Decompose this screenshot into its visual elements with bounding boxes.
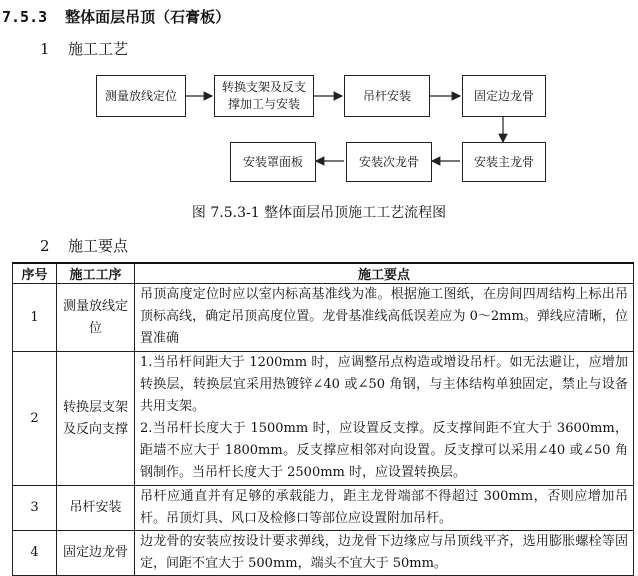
flow-step-7: 安装罩面板 bbox=[230, 142, 316, 182]
row-no: 3 bbox=[13, 486, 57, 531]
flow-step-2: 转换支架及反支撑加工与安装 bbox=[214, 75, 314, 117]
header-step: 施工工序 bbox=[57, 263, 135, 284]
row-text-para: 2.当吊杆长度大于 1500mm 时，应设置反支撑。反支撑间距不宜大于 3600mm，距墙不应大于 1800mm。反支撑应相邻对向设置。反支撑可以采用∠40 或∠50 角钢制作。当吊杆长度大于 2500mm 时，应设置转换层。 bbox=[140, 421, 628, 480]
row-no: 2 bbox=[13, 352, 57, 486]
flow-step-1: 测量放线定位 bbox=[96, 75, 186, 117]
flow-step-6: 安装次龙骨 bbox=[346, 142, 432, 182]
row-no: 4 bbox=[13, 531, 57, 576]
flow-step-5: 安装主龙骨 bbox=[462, 142, 546, 182]
table-row bbox=[13, 531, 634, 576]
row-text-para: 1.当吊杆间距大于 1200mm 时，应调整吊点构造或增设吊杆。如无法避让，应增加转换层，转换层宜采用热镀锌∠40 或∠50 角钢，与主体结构单独固定，禁止与设备共用支架。 bbox=[140, 355, 628, 414]
section-title: 整体面层吊顶（石膏板） bbox=[65, 8, 231, 26]
flow-step-4: 固定边龙骨 bbox=[462, 75, 546, 117]
process-title: 施工工艺 bbox=[68, 40, 129, 58]
row-text-para: 吊顶高度定位时应以室内标高基准线为准。根据施工图纸，在房间四周结构上标出吊顶标高线，确定吊顶高度位置。龙骨基准线高低误差应为 0～2mm。弹线应清晰，位置准确 bbox=[140, 287, 628, 346]
table-row bbox=[13, 284, 634, 352]
row-step: 吊杆安装 bbox=[57, 486, 135, 531]
row-no: 1 bbox=[13, 284, 57, 352]
row-text bbox=[135, 352, 634, 486]
figure-caption: 图 7.5.3-1 整体面层吊顶施工工艺流程图 bbox=[191, 205, 447, 221]
section-number: 7.5.3 bbox=[2, 8, 48, 26]
header-no: 序号 bbox=[13, 263, 57, 284]
points-number: 2 bbox=[40, 237, 50, 255]
row-step: 转换层支架及反向支撑 bbox=[57, 352, 135, 486]
row-text-para: 吊杆应通直并有足够的承载能力，距主龙骨端部不得超过 300mm，否则应增加吊杆。吊顶灯具、风口及检修口等部位应设置附加吊杆。 bbox=[140, 489, 628, 526]
flowchart bbox=[0, 0, 638, 230]
flow-step-3: 吊杆安装 bbox=[344, 75, 430, 117]
row-text bbox=[135, 531, 634, 576]
row-text-para: 边龙骨的安装应按设计要求弹线，边龙骨下边缘应与吊顶线平齐，选用膨胀螺栓等固定，间距不宜大于 500mm，端头不宜大于 50mm。 bbox=[140, 534, 628, 571]
row-step: 测量放线定位 bbox=[57, 284, 135, 352]
table-row bbox=[13, 486, 634, 531]
row-text bbox=[135, 284, 634, 352]
row-step: 固定边龙骨 bbox=[57, 531, 135, 576]
row-text bbox=[135, 486, 634, 531]
points-title: 施工要点 bbox=[68, 237, 129, 255]
points-heading bbox=[40, 235, 128, 256]
header-points: 施工要点 bbox=[135, 263, 634, 284]
points-table bbox=[12, 262, 634, 576]
table-row bbox=[13, 352, 634, 486]
table-header-row bbox=[13, 263, 634, 284]
process-number: 1 bbox=[40, 40, 50, 58]
